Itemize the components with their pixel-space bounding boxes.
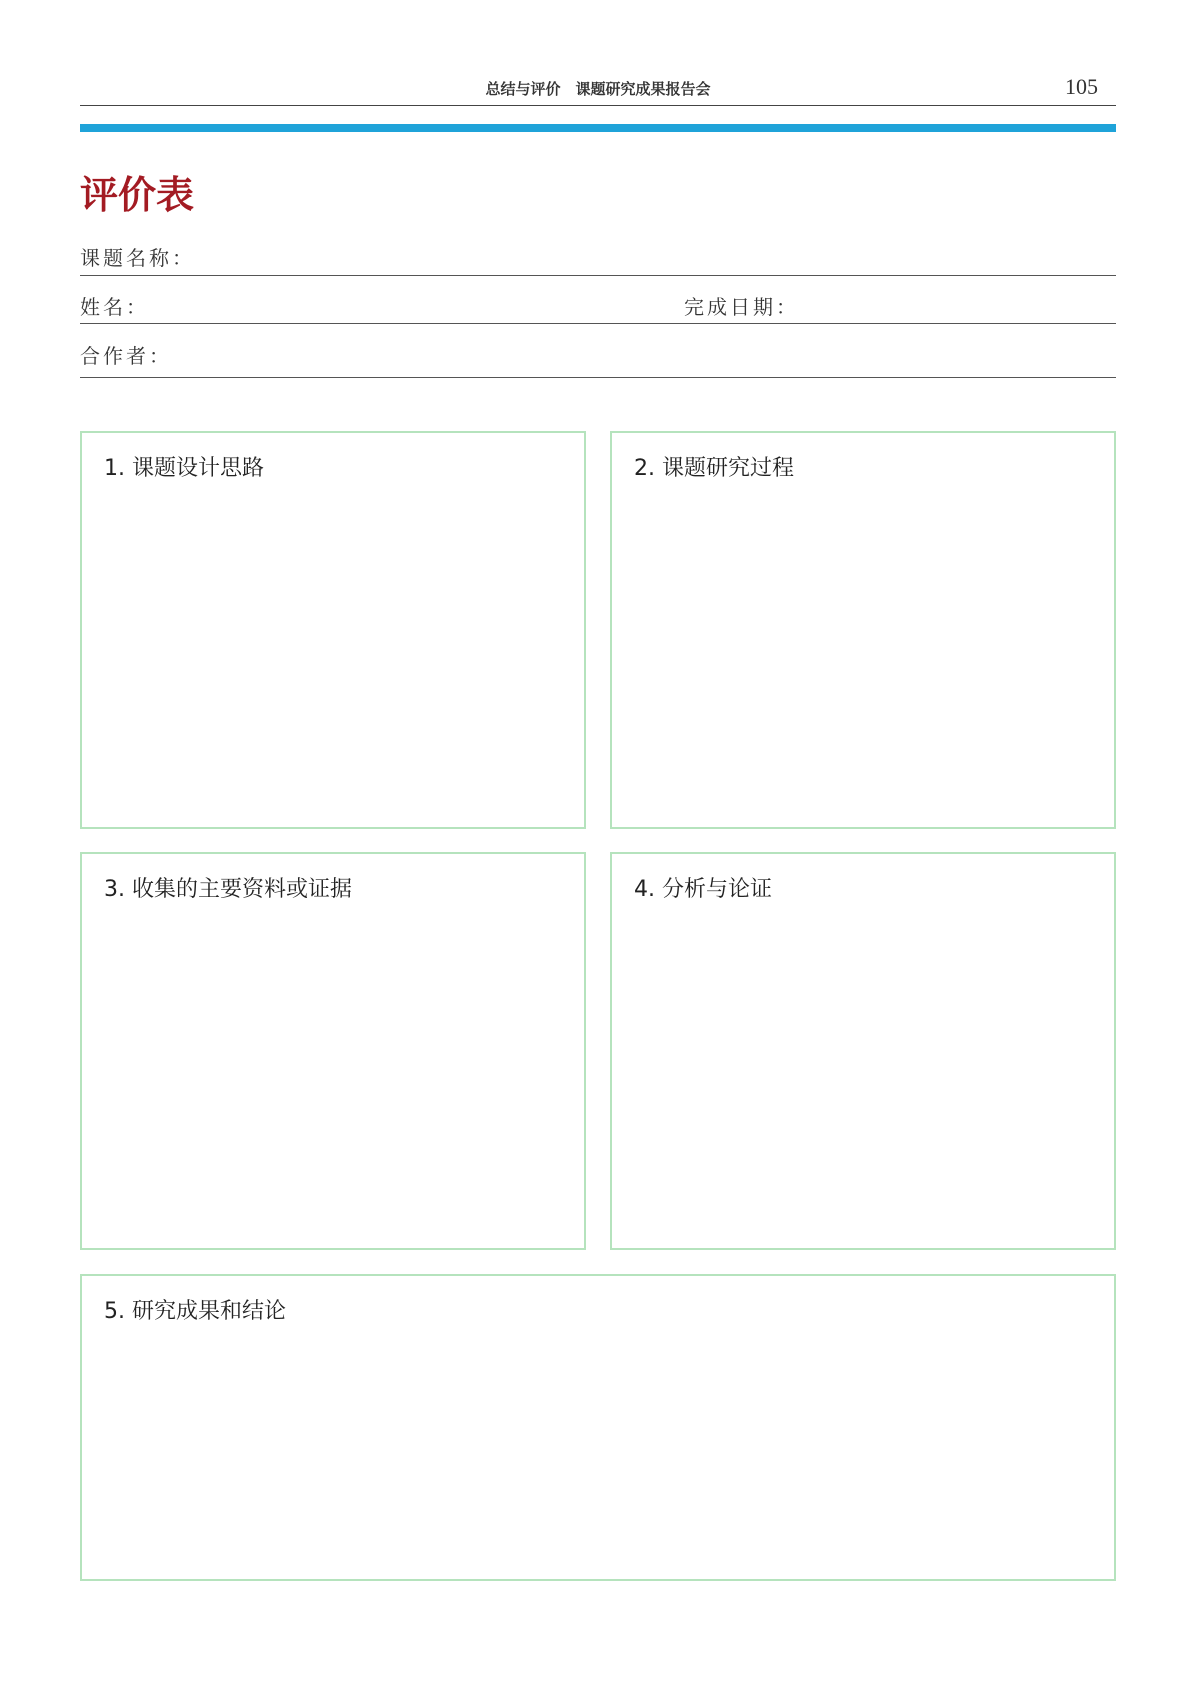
section-evidence-panel[interactable]: [80, 852, 586, 1250]
page-title: 评价表: [80, 173, 195, 217]
section-process-panel[interactable]: [610, 431, 1116, 829]
partner-label: 合作者：: [80, 344, 172, 368]
section-evidence-title: 3. 收集的主要资料或证据: [104, 877, 352, 902]
section-process-title: 2. 课题研究过程: [634, 456, 794, 481]
section-analysis-panel[interactable]: [610, 852, 1116, 1250]
topic-name-label: 课题名称：: [80, 246, 195, 270]
name-date-line[interactable]: [80, 323, 1116, 324]
section-conclusion-title: 5. 研究成果和结论: [104, 1299, 286, 1324]
partner-line[interactable]: [80, 377, 1116, 378]
section-analysis-title: 4. 分析与论证: [634, 877, 772, 902]
student-name-label: 姓名：: [80, 295, 149, 319]
page-number: 105: [1065, 74, 1098, 99]
section-design-panel[interactable]: [80, 431, 586, 829]
accent-band: [80, 124, 1116, 132]
completion-date-label: 完成日期：: [684, 295, 799, 319]
running-header-title: 总结与评价 课题研究成果报告会: [485, 80, 711, 98]
section-conclusion-panel[interactable]: [80, 1274, 1116, 1581]
topic-name-line[interactable]: [80, 275, 1116, 276]
section-design-title: 1. 课题设计思路: [104, 456, 264, 481]
header-divider: [80, 105, 1116, 106]
